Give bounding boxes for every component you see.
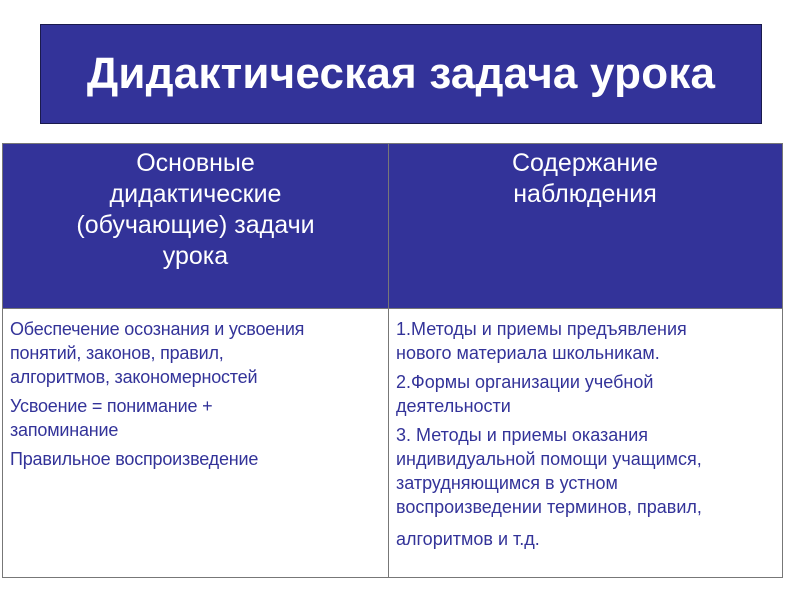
text-line: затрудняющимся в устном <box>396 473 618 493</box>
header-line: Основные <box>136 149 255 177</box>
text-line: алгоритмов и т.д. <box>396 529 540 549</box>
header-cell-tasks <box>3 144 388 308</box>
text-line: запоминание <box>10 420 119 440</box>
header-line: дидактические <box>109 180 282 208</box>
text-line: деятельности <box>396 396 511 416</box>
observation-paragraph <box>396 370 778 418</box>
text-line: Правильное воспроизведение <box>10 449 259 469</box>
header-line: урока <box>162 242 229 270</box>
body-cell-observation <box>389 309 782 577</box>
text-line: нового материала школьникам. <box>396 343 660 363</box>
body-cell-tasks <box>3 309 388 577</box>
text-line: понятий, законов, правил, <box>10 343 224 363</box>
page-title: Дидактическая задача урока <box>86 49 716 98</box>
header-cell-observation <box>388 144 782 308</box>
text-line: алгоритмов, закономерностей <box>10 367 258 387</box>
task-paragraph <box>10 394 386 442</box>
header-line: Содержание <box>511 149 659 177</box>
table-header-row <box>3 144 782 308</box>
observation-paragraph <box>396 527 778 551</box>
observation-paragraph <box>396 423 778 519</box>
title-banner <box>40 24 762 124</box>
header-line: (обучающие) задачи <box>76 211 315 239</box>
observation-paragraph <box>396 317 778 365</box>
text-line: Усвоение = понимание + <box>10 396 213 416</box>
text-line: 2.Формы организации учебной <box>396 372 654 392</box>
header-line: наблюдения <box>513 180 657 208</box>
task-paragraph <box>10 317 386 389</box>
text-line: 1.Методы и приемы предъявления <box>396 319 687 339</box>
didactic-table <box>2 143 783 578</box>
text-line: воспроизведении терминов, правил, <box>396 497 702 517</box>
task-paragraph <box>10 447 386 471</box>
text-line: 3. Методы и приемы оказания <box>396 425 649 445</box>
text-line: индивидуальной помощи учащимся, <box>396 449 702 469</box>
text-line: Обеспечение осознания и усвоения <box>10 319 305 339</box>
